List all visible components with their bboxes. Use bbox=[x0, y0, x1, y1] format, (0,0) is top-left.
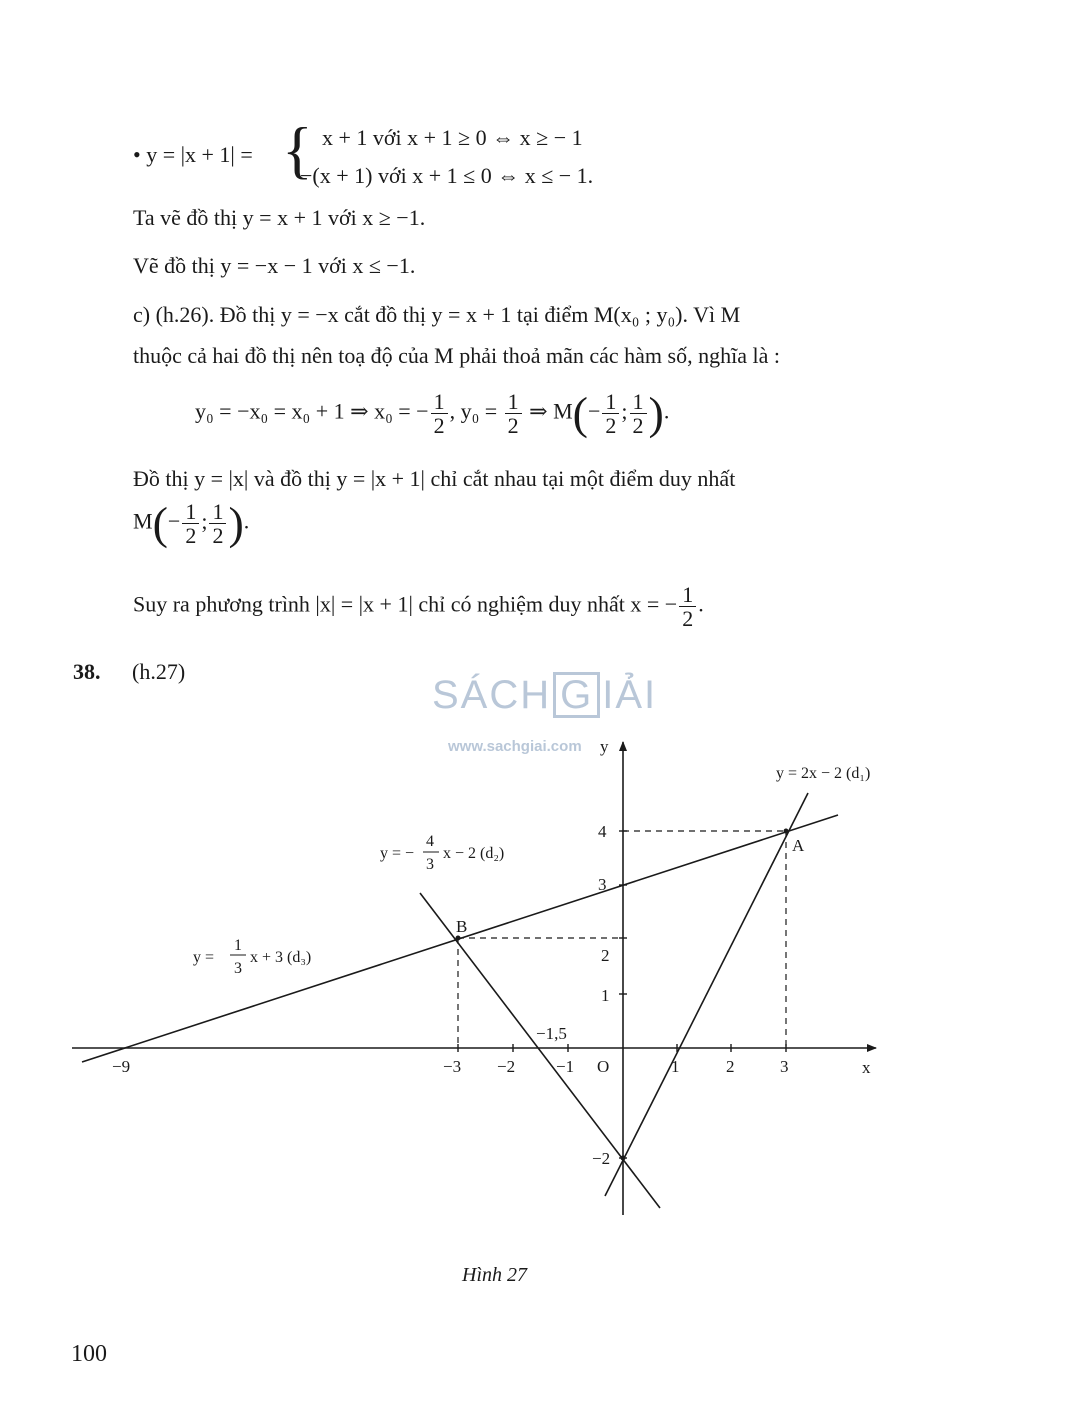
eq-mid: , y₀ = bbox=[449, 398, 498, 424]
draw-line-1: Ta vẽ đồ thị y = x + 1 với x ≥ −1. bbox=[133, 205, 426, 230]
origin-label: O bbox=[597, 1057, 610, 1076]
eq-fraction-2: $\frac{1}{2}$ bbox=[505, 390, 522, 437]
part-c-line-2: thuộc cả hai đồ thị nên toạ độ của M phải thoả mãn các hàm số, nghĩa là : bbox=[133, 343, 780, 368]
point-m-coords: M(− $\frac{1}{2}$ ; $\frac{1}{2}$ ). bbox=[133, 497, 250, 549]
case-b-case2: −(x + 1) với x + 1 ≤ 0 ⇔ x ≤ − 1. bbox=[300, 163, 594, 188]
y-tick-label: 4 bbox=[598, 822, 607, 841]
m-fraction-2: $\frac{1}{2}$ bbox=[209, 500, 226, 547]
draw-line-2: Vẽ đồ thị y = −x − 1 với x ≤ −1. bbox=[133, 253, 416, 278]
y-tick-label: 1 bbox=[601, 986, 610, 1005]
x-tick-label: 2 bbox=[726, 1057, 735, 1076]
point-minus2-dot bbox=[621, 1156, 626, 1161]
y-axis-label: y bbox=[600, 737, 609, 756]
solution-fraction: $\frac{1}{2}$ bbox=[679, 583, 696, 630]
part-c-equation: y₀ = −x₀ = x₀ + 1 ⇒ x₀ = − $\frac{1}{2}$ , y₀ = $\frac{1}{2}$ ⇒ M(− $\frac{1}{2}$ ; $\frac{1}{2}$ ). bbox=[195, 387, 670, 439]
d3-label-num: 1 bbox=[234, 937, 242, 954]
part-c-line-3: Đồ thị y = |x| và đồ thị y = |x + 1| chỉ cắt nhau tại một điểm duy nhất bbox=[133, 466, 736, 491]
x-tick-label: 3 bbox=[780, 1057, 789, 1076]
x-tick-label: −2 bbox=[497, 1057, 516, 1076]
eq-implies: ⇒ M bbox=[529, 398, 573, 424]
page-number: 100 bbox=[71, 1341, 107, 1367]
eq-fraction-1: $\frac{1}{2}$ bbox=[431, 390, 448, 437]
line-d1 bbox=[605, 793, 808, 1196]
x-marker-label: −1,5 bbox=[536, 1024, 567, 1043]
point-a-label: A bbox=[792, 836, 805, 855]
eq-left: y₀ = −x₀ = x₀ + 1 ⇒ x₀ = − bbox=[195, 398, 429, 424]
piecewise-brace: { bbox=[282, 114, 313, 185]
d1-label: y = 2x − 2 (d₁) bbox=[776, 765, 871, 782]
y-tick-label: −2 bbox=[592, 1149, 611, 1168]
line-d2 bbox=[420, 893, 660, 1208]
x-axis-label: x bbox=[862, 1058, 871, 1077]
point-b-dot bbox=[456, 936, 461, 941]
x-tick-label: −3 bbox=[443, 1057, 462, 1076]
part-c-line-1: c) (h.26). Đồ thị y = −x cắt đồ thị y = x + 1 tại điểm M(x₀ ; y₀). Vì M bbox=[133, 302, 741, 327]
part-c-line-4: Suy ra phương trình |x| = |x + 1| chỉ có nghiệm duy nhất x = − $\frac{1}{2}$ . bbox=[133, 582, 704, 632]
problem-ref: (h.27) bbox=[132, 659, 186, 684]
x-tick-label: −9 bbox=[112, 1057, 131, 1076]
d3-label-suffix: x + 3 (d₃) bbox=[250, 949, 312, 966]
problem-number: 38. bbox=[73, 659, 101, 684]
figure-caption: Hình 27 bbox=[462, 1264, 527, 1286]
case-b-lhs: • y = |x + 1| = bbox=[133, 142, 253, 167]
d2-label-num: 4 bbox=[426, 833, 434, 850]
watermark-url: www.sachgiai.com bbox=[448, 738, 582, 755]
point-a-dot bbox=[784, 829, 789, 834]
watermark-box: G bbox=[553, 672, 600, 718]
x-tick-label: 1 bbox=[671, 1057, 680, 1076]
point-b-label: B bbox=[456, 917, 468, 936]
x-tick-label: −1 bbox=[556, 1057, 575, 1076]
d2-label-suffix: x − 2 (d₂) bbox=[443, 845, 505, 862]
d3-label-prefix: y = bbox=[193, 949, 215, 966]
eq-fraction-4: $\frac{1}{2}$ bbox=[630, 390, 647, 437]
d2-label-den: 3 bbox=[426, 856, 434, 873]
y-tick-label: 2 bbox=[601, 946, 610, 965]
watermark-logo: SÁCH G IẢI bbox=[432, 673, 658, 717]
d3-label-den: 3 bbox=[234, 960, 242, 977]
m-fraction-1: $\frac{1}{2}$ bbox=[182, 500, 199, 547]
d2-label-prefix: y = − bbox=[380, 845, 415, 862]
y-tick-label: 3 bbox=[598, 875, 607, 894]
eq-fraction-3: $\frac{1}{2}$ bbox=[602, 390, 619, 437]
case-b-case1: x + 1 với x + 1 ≥ 0 ⇔ x ≥ − 1 bbox=[322, 125, 583, 150]
